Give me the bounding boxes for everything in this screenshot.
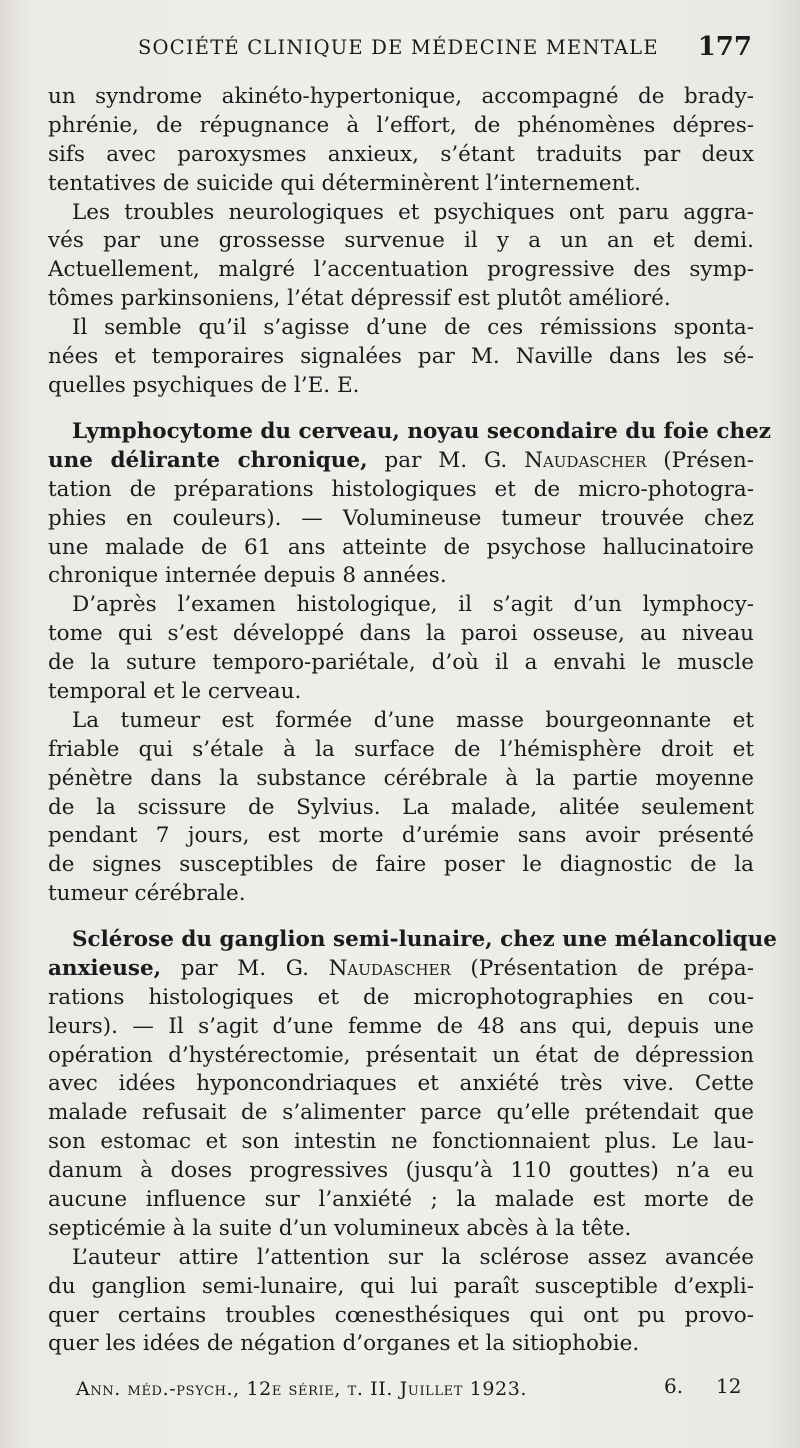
section-sclerose xyxy=(48,926,777,1359)
text-line: du ganglion semi-lunaire, qui lui paraît susceptible d’expli- xyxy=(48,1273,754,1299)
paragraph-continuation xyxy=(48,83,754,401)
text-line: de la scissure de Sylvius. La malade, alitée seulement xyxy=(48,794,754,820)
text-line: vés par une grossesse survenue il y a un an et demi. xyxy=(48,228,754,254)
text-line: une malade de 61 ans atteinte de psychose hallucinatoire xyxy=(48,534,754,560)
text-line: un syndrome akinéto-hypertonique, accompagné de brady- xyxy=(48,84,754,109)
text-line: aucune influence sur l’anxiété ; la malade est morte de xyxy=(48,1187,754,1213)
text-line: sifs avec paroxysmes anxieux, s’étant traduits par deux xyxy=(48,141,754,167)
text-line: tome qui s’est développé dans la paroi osseuse, au niveau xyxy=(48,621,754,647)
text-line: de signes susceptibles de faire poser le diagnostic de la xyxy=(48,852,754,878)
sheet-number: 6. xyxy=(664,1374,684,1398)
section-lymphocytome xyxy=(48,418,771,909)
text-line: Il semble qu’il s’agisse d’une de ces rémissions sponta- xyxy=(72,315,754,341)
text-line: tation de préparations histologiques et de micro-photogra- xyxy=(48,476,754,502)
section-title-line2 xyxy=(48,447,754,476)
text-line: avec idées hyponcondriaques et anxiété très vive. Cette xyxy=(48,1071,754,1097)
running-title: SOCIÉTÉ CLINIQUE DE MÉDECINE MENTALE xyxy=(138,36,659,59)
text-line: chronique internée depuis 8 années. xyxy=(48,563,447,589)
byline-end: (Présentation de prépa- xyxy=(450,955,754,981)
journal-citation: Ann. méd.-psych., 12e série, t. II. Juillet 1923. xyxy=(76,1378,528,1400)
text-line: pénètre dans la substance cérébrale à la partie moyenne xyxy=(48,765,754,791)
byline-end: (Présen- xyxy=(646,447,754,473)
page-number: 177 xyxy=(697,32,752,62)
author-name: Naudascher xyxy=(524,447,647,473)
text-line: tentatives de suicide qui déterminèrent l’internement. xyxy=(48,170,641,196)
text-line: nées et temporaires signalées par M. Naville dans les sé- xyxy=(48,344,754,370)
text-line: son estomac et son intestin ne fonctionnaient plus. Le lau- xyxy=(48,1129,754,1155)
text-line: D’après l’examen histologique, il s’agit d’un lymphocy- xyxy=(72,592,754,618)
section-title-bold: anxieuse, xyxy=(48,955,162,981)
text-line: phrénie, de répugnance à l’effort, de phénomènes dépres- xyxy=(48,112,754,138)
section-title-bold: une délirante chronique, xyxy=(48,447,368,473)
section-title: Lymphocytome du cerveau, noyau secondaire du foie chez xyxy=(72,419,771,444)
text-line: Actuellement, malgré l’accentuation progressive des symp- xyxy=(48,257,754,283)
text-line: danum à doses progressives (jusqu’à 110 gouttes) n’a eu xyxy=(48,1158,754,1184)
text-line: tumeur cérébrale. xyxy=(48,881,246,907)
text-line: friable qui s’étale à la surface de l’hémisphère droit et xyxy=(48,736,754,762)
text-line: quer les idées de négation d’organes et la sitiophobie. xyxy=(48,1331,640,1357)
text-line: phies en couleurs). — Volumineuse tumeur trouvée chez xyxy=(48,505,754,531)
text-line: Les troubles neurologiques et psychiques ont paru aggra- xyxy=(72,199,754,225)
text-line: opération d’hystérectomie, présentait un état de dépression xyxy=(48,1042,754,1068)
text-line: leurs). — Il s’agit d’une femme de 48 ans qui, depuis une xyxy=(48,1013,754,1039)
running-header xyxy=(138,32,772,72)
text-line: tômes parkinsoniens, l’état dépressif est plutôt amélioré. xyxy=(48,286,671,312)
text-line: pendant 7 jours, est morte d’urémie sans avoir présenté xyxy=(48,823,754,849)
signature-mark: 12 xyxy=(716,1374,742,1398)
author-name: Naudascher xyxy=(328,955,451,981)
section-title: Sclérose du ganglion semi-lunaire, chez une mélancolique xyxy=(72,927,777,952)
text-line: malade refusait de s’alimenter parce qu’elle prétendait que xyxy=(48,1100,754,1126)
text-line: quer certains troubles cœnesthésiques qui ont pu provo- xyxy=(48,1302,754,1328)
text-line: de la suture temporo-pariétale, d’où il a envahi le muscle xyxy=(48,650,754,676)
text-line: temporal et le cerveau. xyxy=(48,679,302,705)
text-line: La tumeur est formée d’une masse bourgeonnante et xyxy=(72,707,754,733)
byline: par M. G. xyxy=(367,447,525,473)
text-line: septicémie à la suite d’un volumineux abcès à la tête. xyxy=(48,1215,632,1241)
byline: par M. G. xyxy=(161,955,329,981)
text-line: rations histologiques et de microphotographies en cou- xyxy=(48,984,754,1010)
section-title-line2 xyxy=(48,955,754,984)
text-line: L’auteur attire l’attention sur la sclérose assez avancée xyxy=(72,1244,754,1270)
text-line: quelles psychiques de l’E. E. xyxy=(48,372,360,398)
